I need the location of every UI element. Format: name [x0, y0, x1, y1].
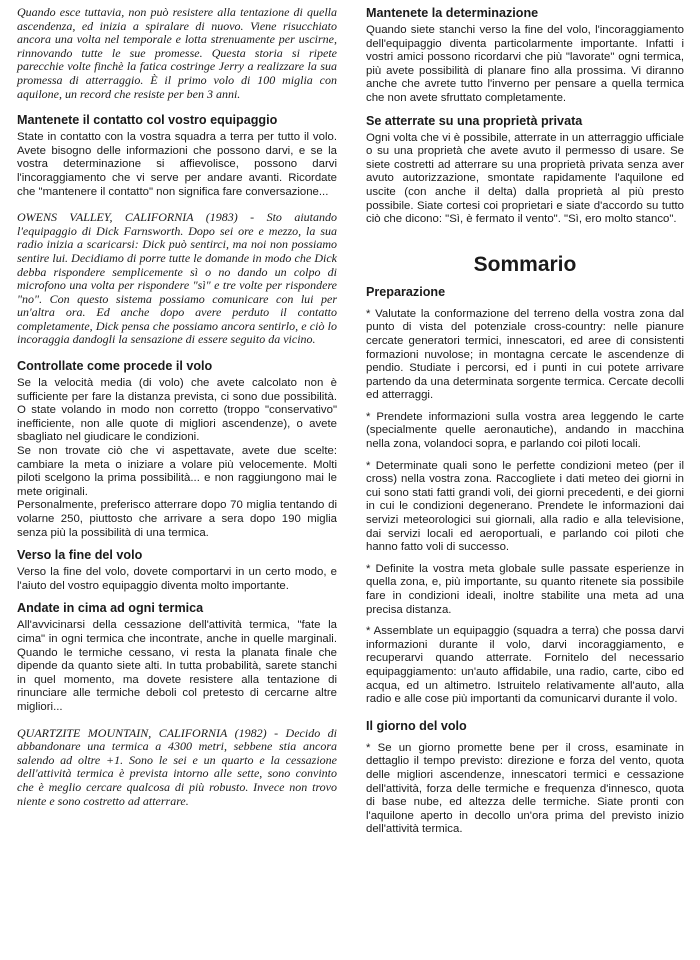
- story-quartzite-mountain: QUARTZITE MOUNTAIN, CALIFORNIA (1982) - Decido di abbandonare una termica a 4300 metri, sebbene stia ancora salendo ad oltre +1. Sono le sei e un quarto e la cessazione dell'attività termica è prevista intorno alle sette, sono convinto che è meglio cercare qualcosa di più robusto. Invece non trovo niente e sono costretto ad atterrare.: [17, 725, 337, 808]
- bullet-conformazione-terreno: * Valutate la conformazione del terreno della vostra zona dal punto di vista del potenziale cross-country: nelle pianure cercate generatori termici, innescatori, ed aree di consistenti formazioni nuvolose; in montagna cercate le ascendenze di pendio. Studiate i percorsi, ed i punti in cui potete arrivare partendo da una determinata sorgente termica. Cercate decolli ed atterraggi.: [366, 307, 684, 402]
- bullet-equipaggio: * Assemblate un equipaggio (squadra a terra) che possa darvi informazioni durante il volo, darvi incoraggiamento, e recuperarvi quando atterrate. Fornitelo del necessario equipaggiamento: un'auto affidabile, una radio, carte, cibo ed acqua, ed un altimetro. Istruitelo relativamente all'auto, alla radio e alle cose più importanti da comunicarvi durante il volo.: [366, 625, 684, 706]
- heading-proprieta-privata: Se atterrate su una proprietà privata: [366, 113, 583, 128]
- bullet-informazioni-area: * Prendete informazioni sulla vostra area leggendo le carte (specialmente quelle aeronautiche), andando in macchina nella zona, volandoci sopra, e parlando coi piloti locali.: [366, 410, 684, 451]
- heading-preparazione: Preparazione: [366, 284, 446, 299]
- right-column: [366, 6, 684, 837]
- paragraph-proprieta-privata: Ogni volta che vi è possibile, atterrate in un atterraggio ufficiale o su una proprietà che avete avuto il permesso di usare. Se siete costretti ad atterrare su una proprietà privata senza aver avuto autorizzazione, smontate rapidamente l'aquilone ed uscite (con anche il delta) dalla proprietà al più presto possibile. Siate cortesi coi proprietari e siate d'accordo su tutto ciò che dicono: "Sì, è fermato il vento". "Sì, ero molto stanco".: [366, 131, 684, 226]
- paragraph-cima-termica: All'avvicinarsi della cessazione dell'attività termica, "fate la cima" in ogni termica che incontrate, anche in quelle marginali. Quando le termiche cessano, vi resta la planata finale che dipende da quanto siete alti. In tutta probabilità, sarete stanchi in quel momento, ma dovete resistere alla tentazione di rinunciare alle termiche deboli col pretesto di cercarne altre migliori...: [17, 619, 337, 713]
- story-continuation: Quando esce tuttavia, non può resistere alla tentazione di quella ascendenza, ed inizia a spiralare di nuovo. Viene risucchiato ancora una volta nel temporale e lotta strenuamente per uscirne, rinnovando tutte le sue promesse. Questa storia si ripete parecchie volte finchè la fatica costringe Jerry a realizzare la sua promessa di atterraggio. È il primo volo di 100 miglia con aquilone, un record che resiste per ben 3 anni.: [17, 5, 337, 101]
- story-owens-valley: OWENS VALLEY, CALIFORNIA (1983) - Sto aiutando l'equipaggio di Dick Farnsworth. Dopo sei ore e mezzo, la sua radio inizia a scaricarsi: Dick può sentirci, ma noi non possiamo sentire lui. Decidiamo di porre tutte le domande in modo che Dick debba rispondere semplicemente sì o no dando un colpo di microfono una volta per rispondere "sì" e tre volte per rispondere "no". Con questo sistema possiamo comunicare con lui per un'altra ora. Ed anche dopo avere perduto il contatto completamente, Dick pensa che possiamo ancora sentirlo, e ciò lo incoraggia dandogli la sensazione di essere seguito da vicino.: [17, 210, 337, 347]
- paragraph-velocita-media: Se la velocità media (di volo) che avete calcolato non è sufficiente per fare la distanza prevista, ci sono due possibilità. O state volando in modo non corretto (troppo "conservativo" inefficiente, non alle quote di migliori ascendenze), o avete sbagliato nel giudicare le condizioni.: [17, 377, 337, 444]
- paragraph-personalmente: Personalmente, preferisco atterrare dopo 70 miglia tentando di volarne 250, piuttosto che arrivare a sera dopo 190 miglia senza più la possibilità di una termica.: [17, 499, 337, 539]
- heading-fine-volo: Verso la fine del volo: [17, 548, 143, 563]
- paragraph-due-scelte: Se non trovate ciò che vi aspettavate, avete due scelte: cambiare la meta o iniziare a volare più velocemente. Molti piloti scelgono la prima possibilità... e non raggiungono mai le mete originali.: [17, 445, 337, 498]
- heading-giorno-volo: Il giorno del volo: [366, 718, 467, 733]
- heading-contatto-equipaggio: Mantenete il contatto col vostro equipaggio: [17, 113, 278, 128]
- heading-cima-termica: Andate in cima ad ogni termica: [17, 601, 204, 616]
- paragraph-contatto: State in contatto con la vostra squadra a terra per tutto il volo. Avete bisogno delle informazioni che possono darvi, e se la vostra determinazione si affievolisce, possono darvi l'incoraggiamento che vi serve per andare avanti. Ricordate che "mantenere il contatto" non significa fare conversazione...: [17, 131, 337, 198]
- bullet-giorno-cross: * Se un giorno promette bene per il cross, esaminate in dettaglio il tempo previsto: direzione e forza del vento, quota delle migliori ascendenze, innescatori termici e cessazione dell'attività, forza delle termiche e frequenza d'innesco, quota di base nube, ed altezza delle termiche. Siate pronti con l'aquilone aperto in decollo un'ora prima del previsto inizio dell'attività termica.: [366, 741, 684, 836]
- left-column: [17, 6, 337, 808]
- section-title-sommario: Sommario: [473, 252, 577, 276]
- heading-determinazione: Mantenete la determinazione: [366, 6, 539, 20]
- bullet-meta-globale: * Definite la vostra meta globale sulle passate esperienze in quella zona, e, più importante, su quanto ritenete sia possibile fare in condizioni ideali, inoltre stabilite una meta ad una precisa distanza.: [366, 562, 684, 616]
- paragraph-determinazione: Quando siete stanchi verso la fine del volo, l'incoraggiamento dell'equipaggio diventa particolarmente importante. Infatti i vostri amici possono ricordarvi che più "lavorate" ogni termica, più avete possibilità di planare fino alla prossima. Vi diranno anche che avrete tutto l'inverno per pensare a quella termica che non avete sfruttato completamente.: [366, 24, 684, 104]
- paragraph-fine-volo: Verso la fine del volo, dovete comportarvi in un certo modo, e l'aiuto del vostro equipaggio diventa molto importante.: [17, 566, 337, 592]
- heading-controllate-volo: Controllate come procede il volo: [17, 359, 213, 374]
- bullet-condizioni-meteo: * Determinate quali sono le perfette condizioni meteo (per il cross) nella vostra zona. Raccogliete i dati meteo dei giorni in cui sono stati fatti grandi voli, dei giorni precedenti, e dei giorni in cui le condizioni degenerano. Prendete le informazioni dai servizi meteorologici sui giornali, alla radio e alla televisione, dai servizi locali ed aeroportuali, e parlando coi piloti che hanno fatto voli di successo.: [366, 459, 684, 554]
